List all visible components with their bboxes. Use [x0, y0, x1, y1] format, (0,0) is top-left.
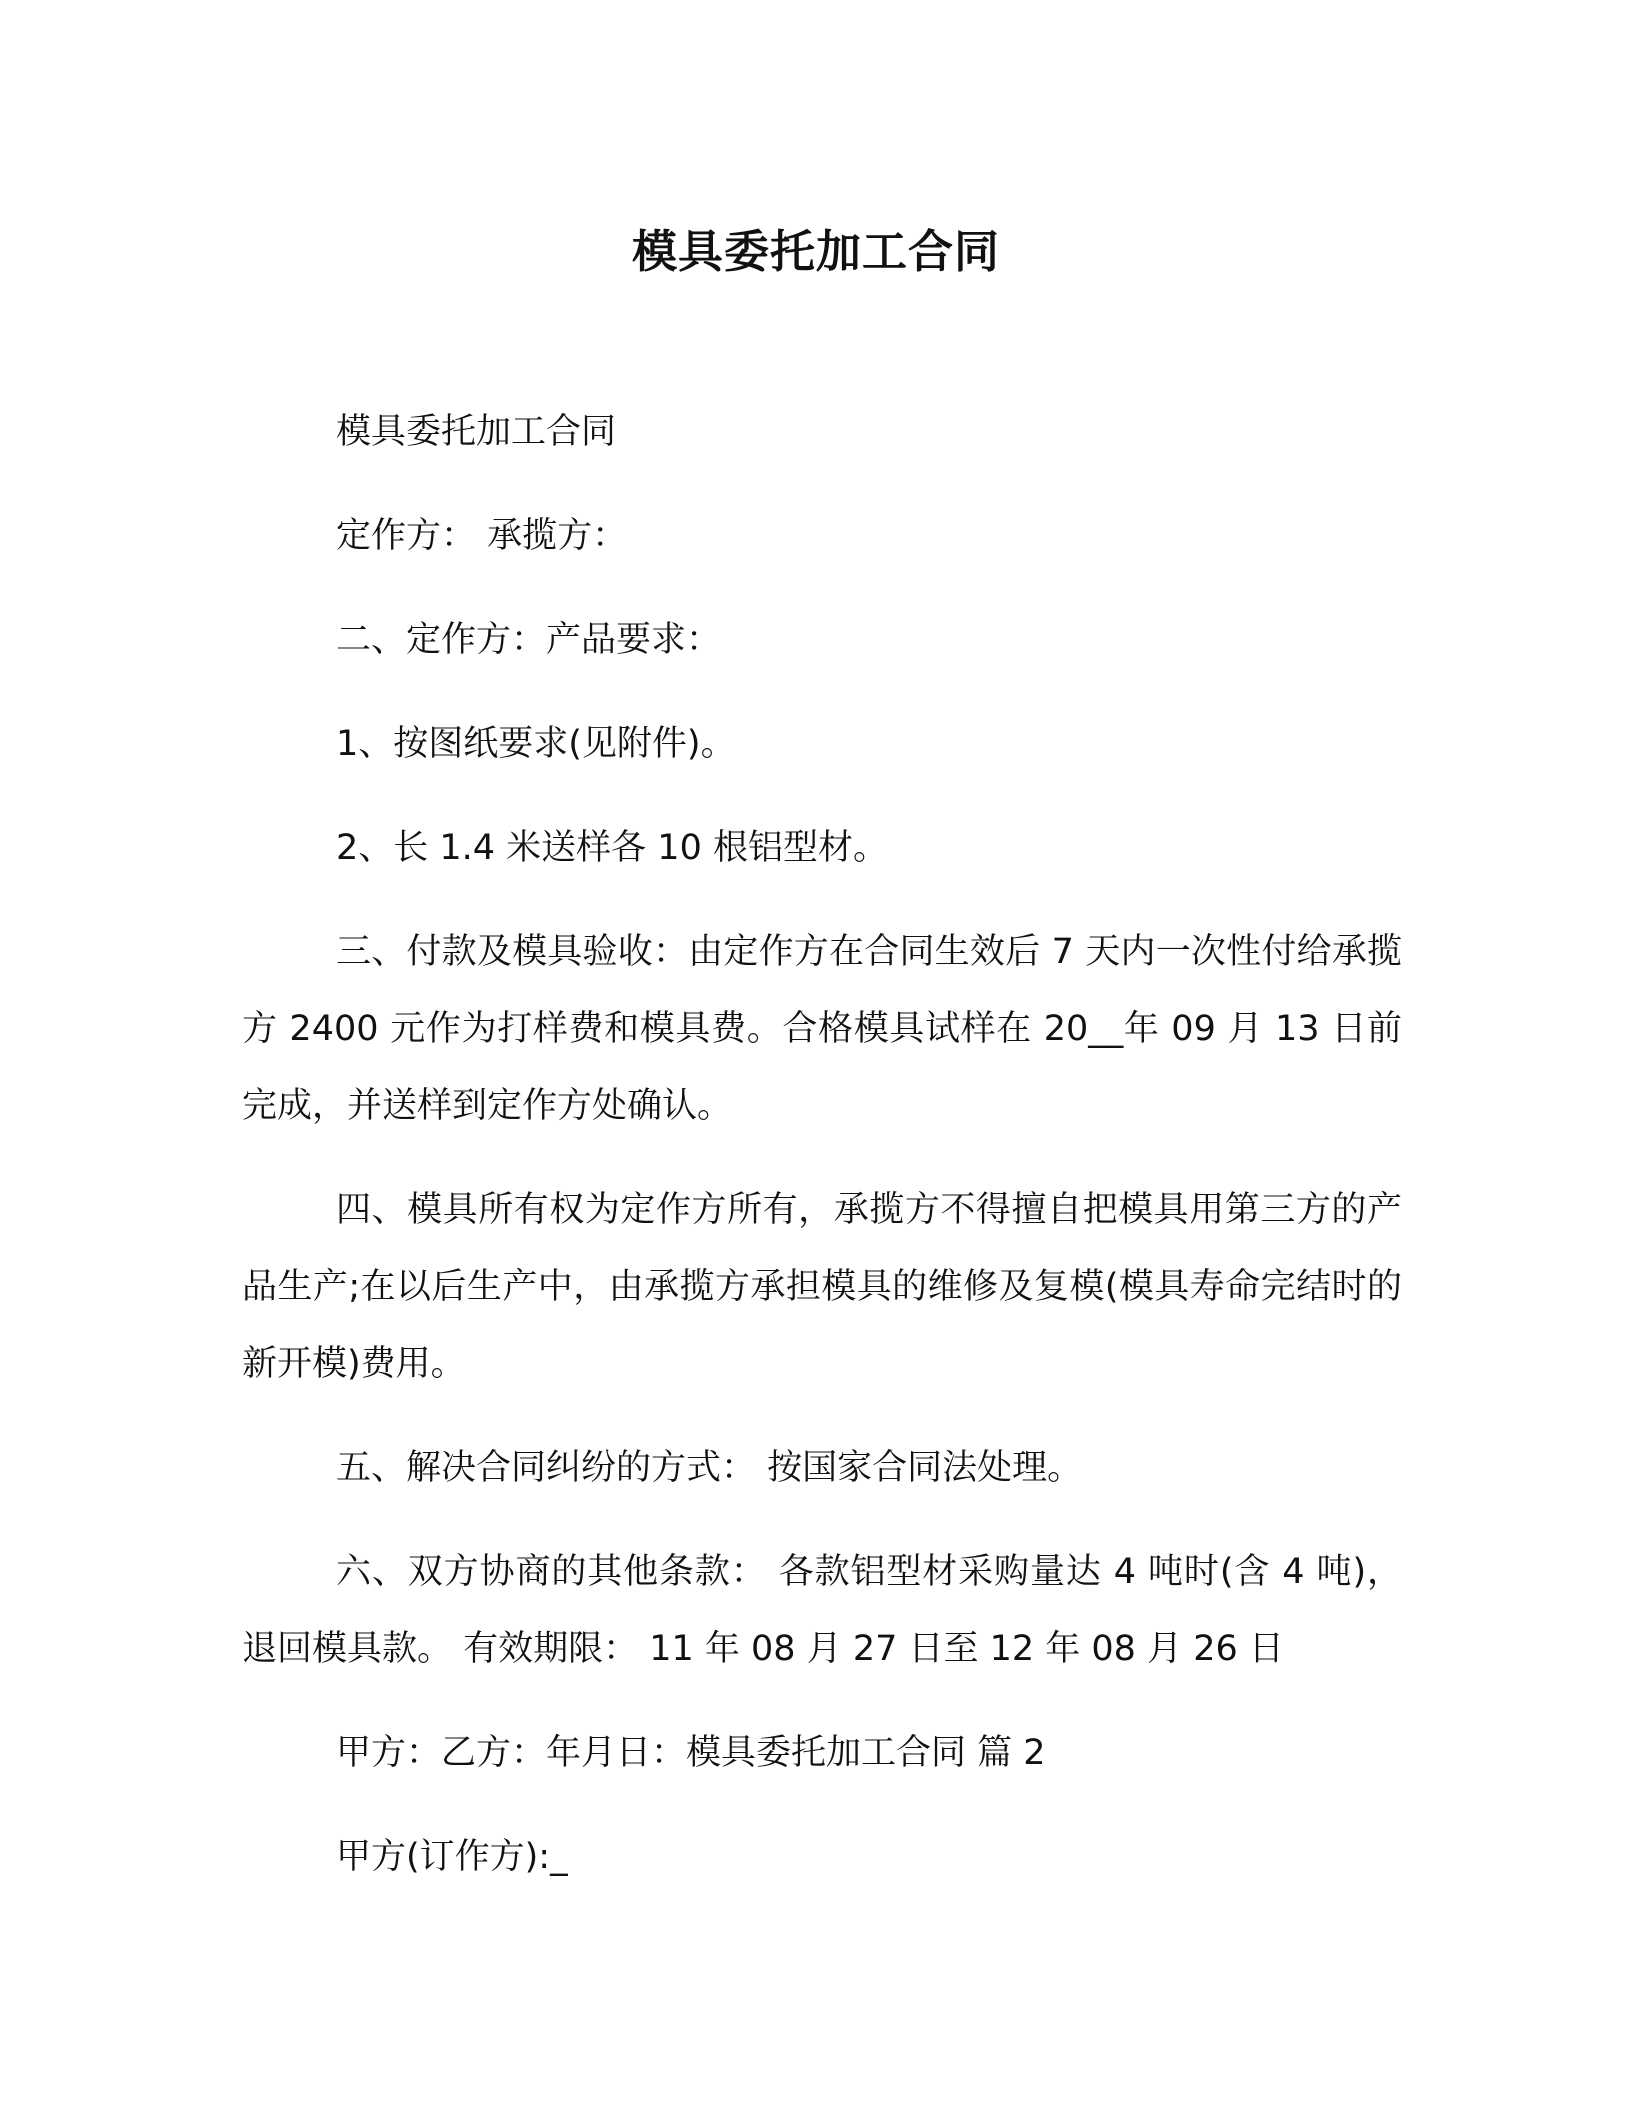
paragraph-section-4: 四、模具所有权为定作方所有，承揽方不得擅自把模具用第三方的产品生产;在以后生产中，由承揽方承担模具的维修及复模(模具寿命完结时的新开模)费用。: [242, 1190, 1402, 1384]
paragraph-section-3: 三、付款及模具验收：由定作方在合同生效后 7 天内一次性付给承揽方 2400 元作为打样费和模具费。合格模具试样在 20__年 09 月 13 日前完成，并送样到定作方处确认。: [242, 932, 1402, 1126]
paragraph-section-6: 六、双方协商的其他条款： 各款铝型材采购量达 4 吨时(含 4 吨)，退回模具款。 有效期限： 11 年 08 月 27 日至 12 年 08 月 26 日: [242, 1552, 1402, 1669]
paragraph-parties: 定作方： 承揽方：: [336, 516, 628, 556]
paragraph-subtitle: 模具委托加工合同: [336, 412, 617, 452]
paragraph-item-1: 1、按图纸要求(见附件)。: [336, 724, 736, 764]
document-body: [242, 394, 1402, 1923]
paragraph-section-5: 五、解决合同纠纷的方式： 按国家合同法处理。: [336, 1448, 1083, 1488]
paragraph-item-2: 2、长 1.4 米送样各 10 根铝型材。: [336, 828, 888, 868]
paragraph-section-2: 二、定作方：产品要求：: [336, 620, 722, 660]
paragraph-signatures: 甲方：乙方：年月日：模具委托加工合同 篇 2: [336, 1733, 1046, 1773]
paragraph-party-a: 甲方(订作方):_: [336, 1837, 568, 1877]
document-title: 模具委托加工合同: [631, 225, 1000, 278]
